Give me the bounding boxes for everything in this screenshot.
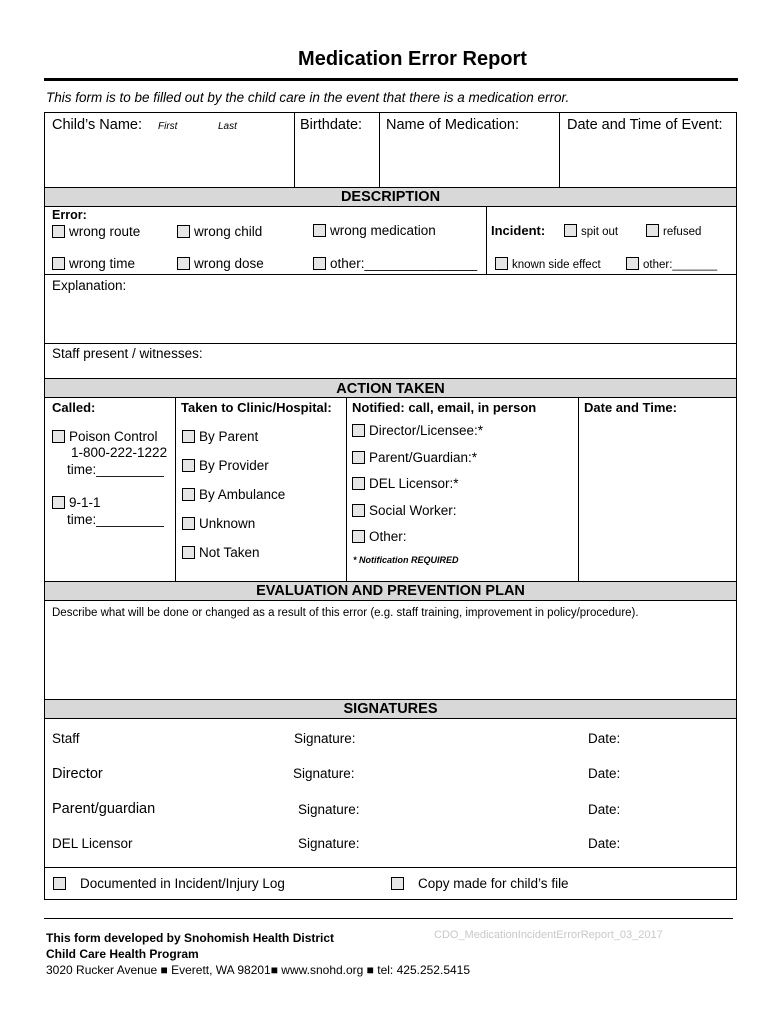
notification-note: * Notification REQUIRED <box>353 555 459 565</box>
parent-date-field[interactable] <box>625 799 730 821</box>
evaluation-band: EVALUATION AND PREVENTION PLAN <box>45 581 736 601</box>
sig-signature-parent: Signature: <box>298 802 360 817</box>
notified-other[interactable]: Other: <box>352 529 407 544</box>
checkbox-icon[interactable] <box>352 530 365 543</box>
error-wrong-child[interactable]: wrong child <box>177 224 262 239</box>
called-label: Called: <box>52 400 96 415</box>
explanation-field[interactable] <box>50 295 730 341</box>
action-date-time-label: Date and Time: <box>584 400 677 415</box>
sig-date-parent: Date: <box>588 802 621 817</box>
sig-date-director: Date: <box>588 766 621 781</box>
medication-field[interactable] <box>384 134 556 184</box>
documented-in-log-option[interactable]: Documented in Incident/Injury Log <box>53 876 285 891</box>
checkbox-icon[interactable] <box>495 257 508 270</box>
director-date-field[interactable] <box>625 763 730 785</box>
staff-present-field[interactable] <box>215 346 730 376</box>
checkbox-icon[interactable] <box>52 257 65 270</box>
checkbox-icon[interactable] <box>182 459 195 472</box>
sig-role-staff: Staff <box>52 731 80 746</box>
divider <box>294 112 295 187</box>
divider <box>44 274 737 275</box>
error-wrong-route[interactable]: wrong route <box>52 224 140 239</box>
clinic-by-provider[interactable]: By Provider <box>182 458 269 473</box>
divider <box>175 398 176 582</box>
error-wrong-dose[interactable]: wrong dose <box>177 256 264 271</box>
divider <box>559 112 560 187</box>
staff-signature-field[interactable] <box>365 728 575 750</box>
page-title: Medication Error Report <box>298 48 527 70</box>
divider <box>44 343 737 344</box>
event-date-label: Date and Time of Event: <box>567 117 723 133</box>
clinic-header: Taken to Clinic/Hospital: <box>181 400 332 415</box>
nine-one-one-option[interactable]: 9-1-1 <box>52 495 101 510</box>
checkbox-icon[interactable] <box>352 477 365 490</box>
form-code: CDO_MedicationIncidentErrorReport_03_2017 <box>434 929 663 941</box>
clinic-unknown[interactable]: Unknown <box>182 516 255 531</box>
checkbox-icon[interactable] <box>646 224 659 237</box>
sig-role-director: Director <box>52 766 103 782</box>
checkbox-icon[interactable] <box>182 430 195 443</box>
sig-signature-staff: Signature: <box>294 731 356 746</box>
sig-role-del-licensor: DEL Licensor <box>52 836 133 851</box>
signatures-band: SIGNATURES <box>45 699 736 719</box>
action-band: ACTION TAKEN <box>45 378 736 398</box>
divider <box>346 398 347 582</box>
sig-date-staff: Date: <box>588 731 621 746</box>
error-other[interactable]: other:_______________ <box>313 256 477 271</box>
error-wrong-time[interactable]: wrong time <box>52 256 135 271</box>
checkbox-icon[interactable] <box>52 430 65 443</box>
del-licensor-date-field[interactable] <box>625 833 730 855</box>
staff-date-field[interactable] <box>625 728 730 750</box>
poison-control-option[interactable]: Poison Control <box>52 429 158 444</box>
del-licensor-signature-field[interactable] <box>368 833 575 855</box>
child-name-label: Child’s Name: <box>52 117 142 133</box>
clinic-by-ambulance[interactable]: By Ambulance <box>182 487 285 502</box>
checkbox-icon[interactable] <box>53 877 66 890</box>
child-name-field[interactable] <box>52 134 292 184</box>
copy-made-option[interactable]: Copy made for child’s file <box>391 876 569 891</box>
footer-rule <box>44 918 733 919</box>
notified-del-licensor[interactable]: DEL Licensor:* <box>352 476 459 491</box>
parent-signature-field[interactable] <box>368 799 575 821</box>
checkbox-icon[interactable] <box>564 224 577 237</box>
checkbox-icon[interactable] <box>182 546 195 559</box>
divider <box>379 112 380 187</box>
description-band: DESCRIPTION <box>45 187 736 207</box>
checkbox-icon[interactable] <box>313 257 326 270</box>
divider <box>486 207 487 274</box>
poison-control-time[interactable]: time:_________ <box>67 462 164 477</box>
clinic-by-parent[interactable]: By Parent <box>182 429 258 444</box>
clinic-not-taken[interactable]: Not Taken <box>182 545 260 560</box>
sig-date-del-licensor: Date: <box>588 836 621 851</box>
checkbox-icon[interactable] <box>352 424 365 437</box>
director-signature-field[interactable] <box>365 763 575 785</box>
staff-present-label: Staff present / witnesses: <box>52 346 203 361</box>
checkbox-icon[interactable] <box>52 496 65 509</box>
event-date-field[interactable] <box>563 134 733 184</box>
error-wrong-medication[interactable]: wrong medication <box>313 223 436 238</box>
evaluation-field[interactable] <box>50 625 730 697</box>
divider <box>578 398 579 582</box>
sig-signature-director: Signature: <box>293 766 355 781</box>
footer-developer: This form developed by Snohomish Health District <box>46 931 335 945</box>
medication-label: Name of Medication: <box>386 117 519 133</box>
checkbox-icon[interactable] <box>626 257 639 270</box>
sig-signature-del-licensor: Signature: <box>298 836 360 851</box>
intro-text: This form is to be filled out by the child care in the event that there is a medication error. <box>46 90 570 105</box>
incident-label: Incident: <box>491 223 546 238</box>
checkbox-icon[interactable] <box>313 224 326 237</box>
first-name-hint: First <box>158 121 178 132</box>
checkbox-icon[interactable] <box>52 225 65 238</box>
checkbox-icon[interactable] <box>352 451 365 464</box>
action-date-time-field[interactable] <box>583 418 733 578</box>
checkbox-icon[interactable] <box>391 877 404 890</box>
footer-program: Child Care Health Program <box>46 947 199 961</box>
birthdate-field[interactable] <box>298 134 376 184</box>
checkbox-icon[interactable] <box>182 517 195 530</box>
explanation-label: Explanation: <box>52 278 127 293</box>
last-name-hint: Last <box>218 121 237 132</box>
checkbox-icon[interactable] <box>177 225 190 238</box>
birthdate-label: Birthdate: <box>300 117 363 133</box>
footer-address: 3020 Rucker Avenue ■ Everett, WA 98201■ www.snohd.org ■ tel: 425.252.5415 <box>46 963 471 977</box>
incident-known-side-effect[interactable]: known side effect <box>495 257 601 271</box>
error-label: Error: <box>52 208 87 222</box>
poison-control-phone: 1-800-222-1222 <box>71 445 168 460</box>
evaluation-description: Describe what will be done or changed as a result of this error (e.g. staff training, improvement in policy/procedure). <box>52 607 639 619</box>
notified-parent[interactable]: Parent/Guardian:* <box>352 450 477 465</box>
notified-director[interactable]: Director/Licensee:* <box>352 423 483 438</box>
incident-refused[interactable]: refused <box>646 224 701 238</box>
incident-other[interactable]: other:_______ <box>626 257 717 271</box>
nine-one-one-time[interactable]: time:_________ <box>67 512 164 527</box>
checkbox-icon[interactable] <box>182 488 195 501</box>
checkbox-icon[interactable] <box>352 504 365 517</box>
sig-role-parent: Parent/guardian <box>52 801 156 817</box>
title-rule <box>44 78 738 81</box>
checkbox-icon[interactable] <box>177 257 190 270</box>
incident-spit-out[interactable]: spit out <box>564 224 618 238</box>
notified-header: Notified: call, email, in person <box>352 400 537 415</box>
notified-social-worker[interactable]: Social Worker: <box>352 503 457 518</box>
divider <box>44 867 737 868</box>
